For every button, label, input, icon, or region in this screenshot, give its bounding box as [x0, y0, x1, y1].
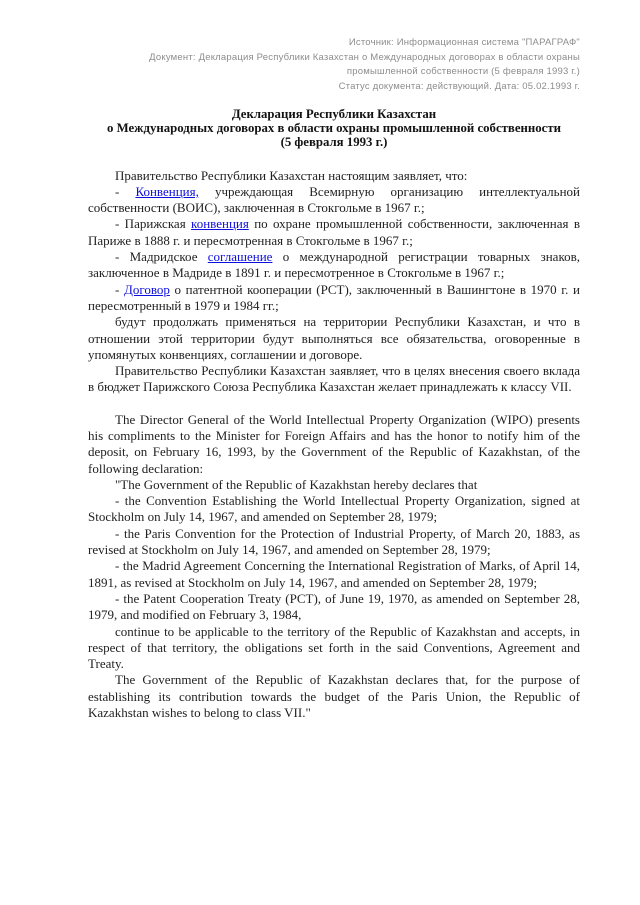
paragraph-text: о международной регистрации товарных знаков, заключенное в Мадриде в 1891 г. и пересмотренное в Стокгольме в 1967 г.;: [88, 249, 580, 281]
paragraph-text: Правительство Республики Казахстан настоящим заявляет, что:: [115, 167, 468, 183]
paragraph-text: - Парижская: [115, 216, 192, 232]
document-meta: [118, 36, 580, 94]
paragraph: [88, 477, 580, 493]
paragraph-text: The Director General of the World Intellectual Property Organization (WIPO) presents his compliments to the Minister for Foreign Affairs and has the honor to notify him of the deposit, on February 16, 1993, by the Government of the Republic of Kazakhstan, of the following declaration:: [88, 411, 580, 476]
paragraph-text: The Government of the Republic of Kazakhstan declares that, for the purpose of establishing its contribution towards the budget of the Paris Union, the Republic of Kazakhstan wishes to belong to class VII.": [88, 672, 580, 721]
paragraph: [88, 314, 580, 363]
paragraph-text: "The Government of the Republic of Kazakhstan hereby declares that: [115, 476, 478, 492]
document-link[interactable]: конвенция: [191, 216, 249, 232]
paragraph: [88, 526, 580, 559]
paragraph-text: - the Paris Convention for the Protection of Industrial Property, of March 20, 1883, as revised at Stockholm on July 14, 1967, and amended on September 28, 1979;: [88, 525, 580, 558]
paragraph: [88, 493, 580, 526]
paragraph: [88, 624, 580, 673]
meta-source: Источник: Информационная система "ПАРАГРАФ": [348, 37, 580, 48]
paragraph-text: по охране промышленной собственности, заключенная в Париже в 1888 г. и пересмотренная в Стокгольме в 1967 г.;: [88, 216, 580, 248]
paragraph-text: Правительство Республики Казахстан заявляет, что в целях внесения своего вклада в бюджет Парижского Союза Республика Казахстан желает принадлежать к классу VII.: [88, 363, 580, 395]
paragraph-text: - the Madrid Agreement Concerning the International Registration of Marks, of April 14, 1891, as revised at Stockholm on July 14, 1967, and amended on September 28, 1979;: [88, 558, 580, 590]
document-link[interactable]: соглашение: [207, 249, 273, 265]
paragraph: [88, 558, 580, 591]
paragraph-text: будут продолжать применяться на территории Республики Казахстан, и что в отношении этой территории будут выполняться все обязательства, оговоренные в упомянутых конвенциях, соглашении и договоре.: [88, 314, 580, 362]
paragraph: [88, 672, 580, 721]
paragraph-text: -: [115, 183, 136, 199]
paragraph: [88, 184, 580, 217]
paragraph: [88, 216, 580, 249]
document-title: [88, 107, 580, 150]
document-link[interactable]: Договор: [123, 281, 170, 297]
document-link[interactable]: Конвенция,: [135, 183, 199, 199]
meta-status: Статус документа: действующий. Дата: 05.02.1993 г.: [338, 81, 580, 93]
paragraph: [88, 282, 580, 315]
paragraph: [88, 168, 580, 184]
paragraph: [88, 249, 580, 282]
title-line-3: (5 февраля 1993 г.): [280, 135, 388, 150]
paragraph: [88, 363, 580, 396]
document-body: [88, 168, 580, 722]
paragraph: [88, 412, 580, 477]
paragraph-text: о патентной кооперации (PCT), заключенный в Вашингтоне в 1970 г. и пересмотренный в 1979 и 1984 гг.;: [88, 281, 580, 313]
paragraph-text: - the Convention Establishing the World Intellectual Property Organization, signed at Stockholm on July 14, 1967, and amended on September 28, 1979;: [88, 493, 580, 525]
paragraph: [88, 591, 580, 624]
paragraph-text: учреждающая Всемирную организацию интеллектуальной собственности (ВОИС), заключенная в Стокгольме в 1967 г.;: [88, 183, 580, 216]
paragraph-text: - the Patent Cooperation Treaty (PCT), of June 19, 1970, as amended on September 28, 1979, and modified on February 3, 1984,: [88, 590, 580, 623]
paragraph-text: continue to be applicable to the territory of the Republic of Kazakhstan and accepts, in respect of that territory, the obligations set forth in the said Conventions, Agreement and Treaty.: [88, 623, 580, 672]
meta-document: Документ: Декларация Республики Казахстан о Международных договорах в области охраны промышленной собственности (5 февраля 1993 г.): [149, 52, 580, 77]
paragraph-text: -: [115, 281, 124, 297]
paragraph-text: - Мадридское: [115, 249, 208, 265]
title-line-2: о Международных договорах в области охраны промышленной собственности: [107, 121, 561, 136]
title-line-1: Декларация Республики Казахстан: [231, 106, 437, 121]
